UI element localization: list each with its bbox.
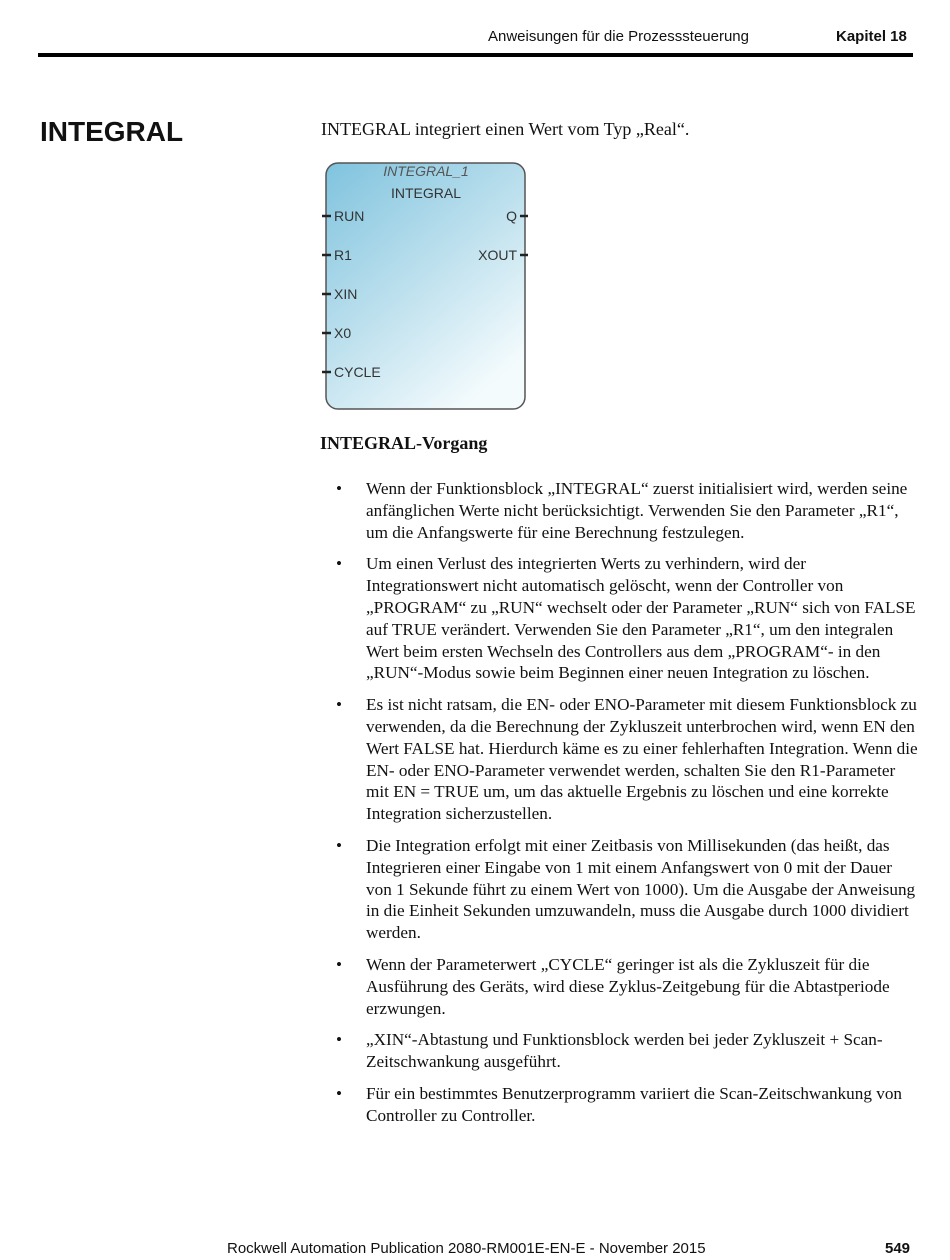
list-item — [320, 478, 920, 543]
list-item-text: Um einen Verlust des integrierten Werts zu verhindern, wird der Integrationswert nicht automatisch gelöscht, wenn der Controller von „PROGRAM“ zu „RUN“ wechselt oder der Parameter „RUN“ sich von FALSE auf TRUE verändert. Verwenden Sie den Parameter „R1“, um den integralen Wert beim ersten Wechseln des Controllers aus dem „PROGRAM“- in den „RUN“-Modus sowie beim Beginnen einer neuen Integration zu löschen. — [366, 554, 916, 683]
bullet-dot: • — [336, 1030, 343, 1050]
input-pin-label: R1 — [334, 247, 352, 263]
function-block-instance-name: INTEGRAL_1 — [383, 163, 469, 179]
output-pin-label: XOUT — [478, 247, 517, 263]
bullet-dot: • — [336, 554, 343, 574]
list-item-text: Wenn der Funktionsblock „INTEGRAL“ zuerst initialisiert wird, werden seine anfänglichen Werte nicht berücksichtigt. Verwenden Sie den Parameter „R1“, um die Anfangswerte für eine Berechnung festzulegen. — [366, 479, 908, 542]
list-item-text: „XIN“-Abtastung und Funktionsblock werden bei jeder Zykluszeit + Scan-Zeitschwankung ausgeführt. — [366, 1030, 883, 1072]
list-item — [320, 1029, 920, 1073]
running-header-chapter: Kapitel 18 — [836, 28, 907, 45]
bullet-dot: • — [336, 695, 343, 715]
input-pin-label: X0 — [334, 325, 352, 341]
input-pin-label: CYCLE — [334, 364, 381, 380]
input-pin-label: XIN — [334, 286, 358, 302]
footer-publication: Rockwell Automation Publication 2080-RM001E-EN-E - November 2015 — [227, 1240, 706, 1257]
function-block-diagram — [322, 160, 528, 412]
bullet-dot: • — [336, 1083, 343, 1103]
bullet-dot: • — [336, 479, 343, 498]
list-item-text: Für ein bestimmtes Benutzerprogramm variiert die Scan-Zeitschwankung von Controller zu Controller. — [366, 1083, 903, 1125]
subheading: INTEGRAL-Vorgang — [320, 433, 488, 453]
list-item — [320, 553, 920, 684]
list-item-text: Es ist nicht ratsam, die EN- oder ENO-Parameter mit diesem Funktionsblock zu verwenden, da die Berechnung der Zykluszeit unterbrochen wird, wenn EN den Wert FALSE hat. Hierdurch käme es zu einer fehlerhaften Integration. Wenn die EN- oder ENO-Parameter verwendet werden, schalten Sie den R1-Parameter mit EN = TRUE um, um das aktuelle Ergebnis zu löschen und eine korrekte Integration sicherzustellen. — [366, 695, 918, 824]
section-title: INTEGRAL — [40, 116, 184, 147]
function-block-type-name: INTEGRAL — [390, 185, 462, 201]
list-item-text: Die Integration erfolgt mit einer Zeitbasis von Millisekunden (das heißt, das Integrieren einer Eingabe von 1 mit einem Anfangswert von 0 mit der Dauer von 1 Sekunde führt zu einem Wert von 1000). Um die Ausgabe der Anweisung in die Einheit Sekunden umzuwandeln, muss die Ausgabe durch 1000 dividiert werden. — [366, 835, 916, 943]
list-item — [320, 694, 920, 825]
input-pin-label: RUN — [334, 208, 365, 224]
header-rule — [38, 53, 913, 57]
bullet-list — [320, 478, 920, 1137]
section-intro: INTEGRAL integriert einen Wert vom Typ „Real“. — [321, 119, 690, 139]
list-item — [320, 835, 920, 944]
list-item — [320, 1083, 920, 1127]
list-item-text: Wenn der Parameterwert „CYCLE“ geringer ist als die Zykluszeit für die Ausführung des Geräts, wird diese Zyklus-Zeitgebung für die Abtastperiode erzwungen. — [366, 954, 890, 1018]
running-header-title: Anweisungen für die Prozesssteuerung — [488, 28, 749, 45]
bullet-dot: • — [336, 954, 343, 974]
list-item — [320, 954, 920, 1019]
page-number: 549 — [885, 1240, 911, 1257]
bullet-dot: • — [336, 835, 343, 855]
output-pin-label: Q — [506, 208, 517, 224]
